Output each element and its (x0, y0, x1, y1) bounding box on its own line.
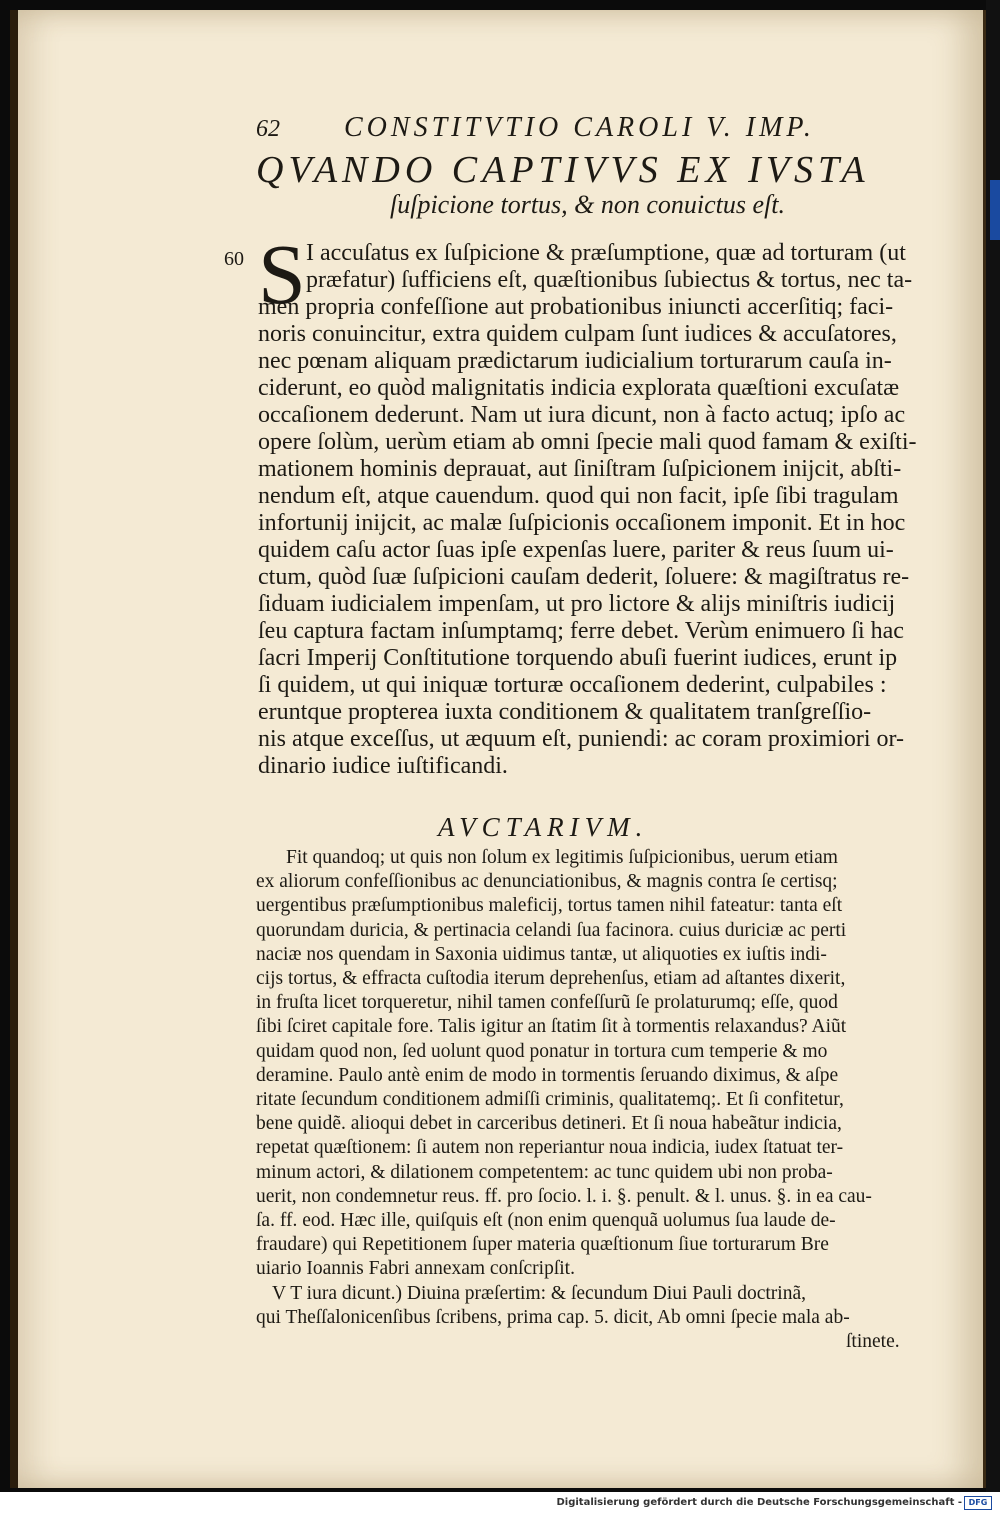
auctarium-text-line: ſibi ſciret capitale fore. Talis igitur an ſtatim ſit à tormentis relaxandus? Aiũt (256, 1016, 847, 1038)
auctarium-text-line: cijs tortus, & effracta cuſtodia iterum deprehenſus, etiam ad aſtantes dixerit, (256, 968, 846, 989)
margin-number: 60 (224, 248, 244, 270)
auctarium-text-line: naciæ nos quendam in Saxonia uidimus tantæ, ut aliquoties ex iuſtis indi- (256, 943, 827, 965)
page-edge (10, 10, 18, 1488)
main-text-line: ciderunt, eo quòd malignitatis indicia explorata quæſtioni excuſatæ (258, 375, 900, 401)
auctarium-text-line: minum actori, & dilationem competentem: ac tunc quidem ubi non proba- (256, 1161, 833, 1183)
main-text-line: I accuſatus ex ſuſpicione & præſumptione, quæ ad torturam (ut (306, 240, 906, 266)
main-text-line: men propria confeſſione aut probationibus iniuncti accerſitiq; faci- (258, 294, 894, 320)
drop-cap: S (258, 226, 306, 322)
auctarium-text-line: fraudare) qui Repetitionem ſuper materia quæſtionum ſiue torturarum Bre (256, 1234, 829, 1256)
section-title-line1: QVANDO CAPTIVVS EX IVSTA (256, 149, 870, 191)
main-text-line: infortunij inijcit, ac malæ ſuſpicionis occaſionem imponit. Et in hoc (258, 510, 906, 536)
auctarium-text-line: Fit quandoq; ut quis non ſolum ex legitimis ſuſpicionibus, uerum etiam (286, 847, 838, 868)
main-text-line: ſeu captura factam inſumptamq; ferre debet. Verùm enimuero ſi hac (258, 618, 904, 644)
auctarium-text-line: qui Theſſalonicenſibus ſcribens, prima cap. 5. dicit, Ab omni ſpecie mala ab- (256, 1306, 850, 1328)
running-title: CONSTITVTIO CAROLI V. IMP. (344, 112, 815, 143)
auctarium-text-line: repetat quæſtionem: ſi autem non reperiantur noua indicia, iudex ſtatuat ter- (256, 1137, 844, 1159)
main-text-line: mationem hominis deprauat, aut ſiniſtram ſuſpicionem inijcit, abſti- (258, 456, 902, 482)
auctarium-text-line: deramine. Paulo antè enim de modo in tormentis ſeruando diximus, & aſpe (256, 1064, 839, 1086)
auctarium-text-line: ſa. ff. eod. Hæc ille, quiſquis eſt (non enim quenquã uolumus ſua laude de- (256, 1210, 836, 1231)
main-text-line: nec pœnam aliquam prædictarum iudicialium torturarum cauſa in- (258, 348, 892, 374)
dfg-logo: DFG (964, 1496, 992, 1510)
auctarium-text-line: uiario Ioannis Fabri annexam conſcripſit. (256, 1258, 575, 1280)
section-title-line2: ſuſpicione tortus, & non conuictus eſt. (390, 190, 786, 219)
color-marker (990, 180, 1000, 240)
main-text-line: præfatur) ſufficiens eſt, quæſtionibus ſubiectus & tortus, nec ta- (306, 267, 913, 293)
main-text-line: ſiduam iudicialem impenſam, ut pro lictore & alijs miniſtris iudicij (258, 591, 896, 617)
main-text-line: ſi quidem, ut qui iniquæ torturæ occaſionem dederint, culpabiles : (258, 672, 887, 698)
auctarium-text-line: quorundam duricia, & pertinacia celandi ſua facinora. cuius duriciæ ac perti (256, 919, 847, 941)
auctarium-text-line: ritate ſecundum conditionem admiſſi criminis, qualitatemq;. Et ſi confitetur, (256, 1089, 844, 1110)
auctarium-text-line: quidam quod non, ſed uolunt quod ponatur in tortura cum temperie & mo (256, 1040, 828, 1062)
auctarium-text-line: V T iura dicunt.) Diuina præſertim: & ſecundum Diui Pauli doctrinã, (272, 1282, 807, 1304)
main-text-line: nendum eſt, atque cauendum. quod qui non facit, ipſe ſibi tragulam (258, 483, 899, 509)
auctarium-text-line: uergentibus præſumptionibus maleficij, tortus tamen nihil fateatur: tanta eſt (256, 895, 843, 917)
main-text-line: noris conuincitur, extra quidem culpam ſunt iudices & accuſatores, (258, 321, 897, 347)
main-text-line: opere ſolùm, uerùm etiam ab omni ſpecie mali quod famam & exiſti- (258, 429, 917, 455)
main-text-line: nis atque exceſſus, ut æquum eſt, puniendi: ac coram proximiori or- (258, 726, 905, 752)
auctarium-text-line: bene quidẽ. alioqui debet in carceribus detineri. Et ſi noua habeãtur indicia, (256, 1113, 842, 1135)
auctarium-text-line: ſtinete. (846, 1331, 900, 1352)
footer-credit: Digitalisierung gefördert durch die Deutsche Forschungsgemeinschaft - (556, 1497, 962, 1508)
main-text-line: ctum, quòd ſuæ ſuſpicioni cauſam dederit, ſoluere: & magiſtratus re- (258, 564, 910, 590)
main-text-line: occaſionem dederunt. Nam ut iura dicunt, non à facto actuq; ipſo ac (258, 402, 906, 428)
main-text-line: eruntque propterea iuxta conditionem & qualitatem tranſgreſſio- (258, 699, 872, 725)
main-text-line: dinario iudice iuſtificandi. (258, 753, 508, 779)
auctarium-text-line: ex aliorum confeſſionibus ac denunciationibus, & magnis contra ſe certisq; (256, 871, 838, 893)
main-text-line: quidem caſu actor ſuas ipſe expenſas luere, pariter & reus ſuum ui- (258, 537, 894, 563)
auctarium-text-line: uerit, non condemnetur reus. ff. pro ſocio. l. i. §. penult. & l. unus. §. in ea cau- (256, 1185, 872, 1207)
main-text-line: ſacri Imperij Conſtitutione torquendo abuſi fuerint iudices, erunt ip (258, 645, 898, 671)
auctarium-text-line: in fruſta licet torqueretur, nihil tamen confeſſurũ ſe prolaturumq; eſſe, quod (256, 992, 838, 1014)
auctarium-title: AVCTARIVM. (438, 812, 649, 842)
page-number: 62 (256, 116, 280, 142)
